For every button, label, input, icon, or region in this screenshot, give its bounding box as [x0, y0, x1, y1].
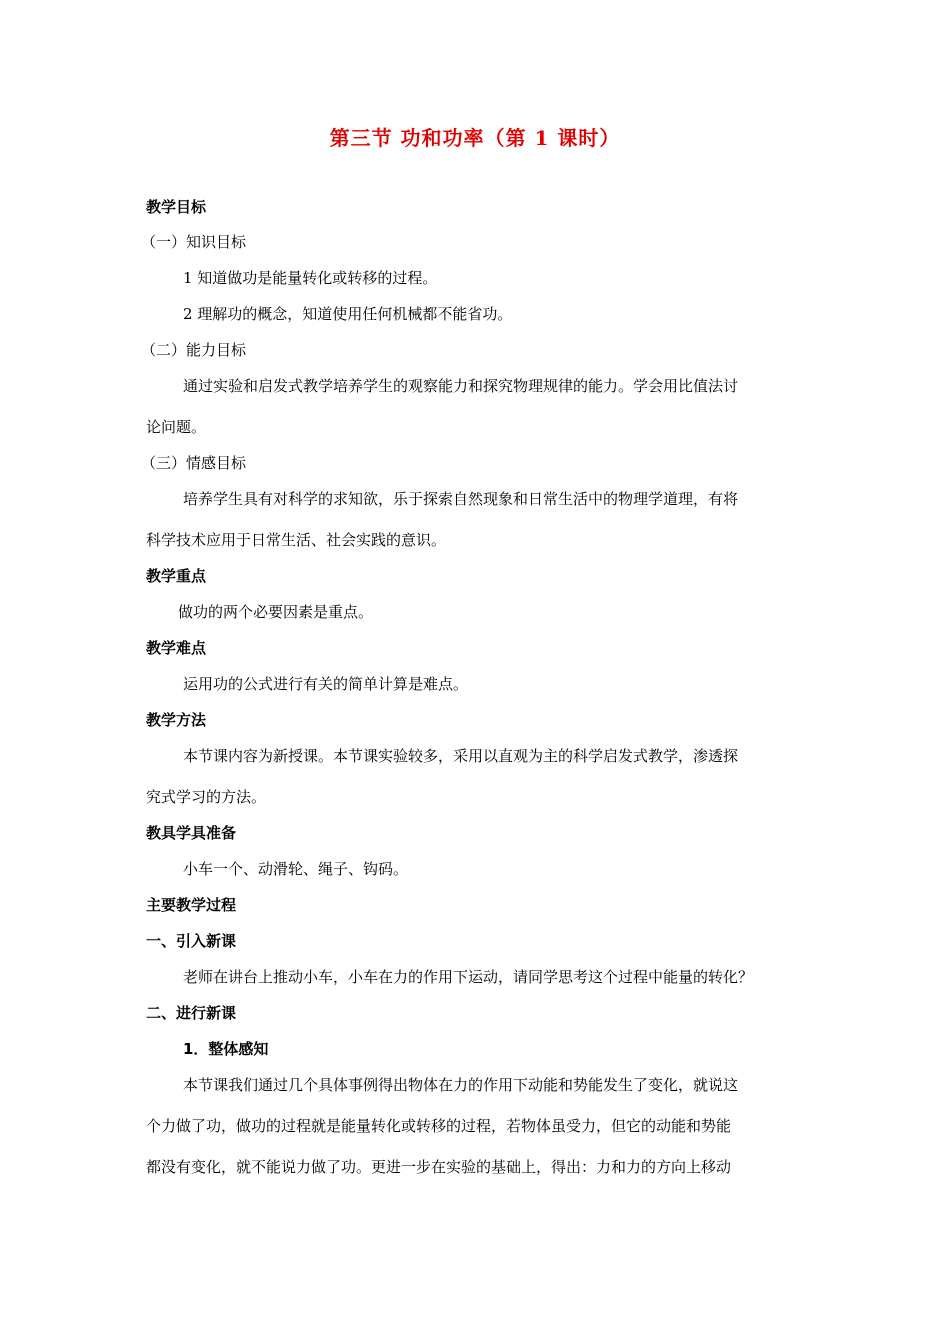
tools-heading: 教具学具准备 — [146, 824, 237, 842]
difficulty-text: 运用功的公式进行有关的简单计算是难点。 — [183, 675, 469, 693]
knowledge-item-2: 2 理解功的概念，知道使用任何机械都不能省功。 — [183, 305, 513, 323]
intro-text: 老师在讲台上推动小车，小车在力的作用下运动，请同学思考这个过程中能量的转化？ — [183, 968, 754, 986]
knowledge-objective-label: （一）知识目标 — [141, 233, 247, 251]
method-text-line2: 究式学习的方法。 — [146, 788, 267, 806]
emotion-objective-text-line1: 培养学生具有对科学的求知欲，乐于探索自然现象和日常生活中的物理学道理，有将 — [183, 490, 739, 508]
objectives-heading: 教学目标 — [146, 198, 207, 216]
process-heading: 主要教学过程 — [146, 896, 237, 914]
new-lesson-text-line2: 个力做了功，做功的过程就是能量转化或转移的过程，若物体虽受力，但它的动能和势能 — [146, 1117, 732, 1135]
key-point-heading: 教学重点 — [146, 567, 207, 585]
overall-perception-heading: 1．整体感知 — [183, 1040, 269, 1058]
emotion-objective-text-line2: 科学技术应用于日常生活、社会实践的意识。 — [146, 531, 447, 549]
tools-text: 小车一个、动滑轮、绳子、钩码。 — [183, 860, 409, 878]
difficulty-heading: 教学难点 — [146, 639, 207, 657]
ability-objective-text-line1: 通过实验和启发式教学培养学生的观察能力和探究物理规律的能力。学会用比值法讨 — [183, 377, 739, 395]
document-title: 第三节 功和功率（第 1 课时） — [329, 126, 621, 150]
knowledge-item-1: 1 知道做功是能量转化或转移的过程。 — [183, 269, 438, 287]
ability-objective-text-line2: 论问题。 — [146, 418, 207, 436]
key-point-text: 做功的两个必要因素是重点。 — [178, 603, 374, 621]
emotion-objective-label: （三）情感目标 — [141, 454, 247, 472]
ability-objective-label: （二）能力目标 — [141, 341, 247, 359]
new-lesson-heading: 二、进行新课 — [146, 1004, 237, 1022]
intro-heading: 一、引入新课 — [146, 932, 237, 950]
new-lesson-text-line1: 本节课我们通过几个具体事例得出物体在力的作用下动能和势能发生了变化，就说这 — [183, 1076, 739, 1094]
new-lesson-text-line3: 都没有变化，就不能说力做了功。更进一步在实验的基础上，得出：力和力的方向上移动 — [146, 1158, 732, 1176]
method-heading: 教学方法 — [146, 711, 207, 729]
method-text-line1: 本节课内容为新授课。本节课实验较多，采用以直观为主的科学启发式教学，渗透探 — [183, 747, 739, 765]
